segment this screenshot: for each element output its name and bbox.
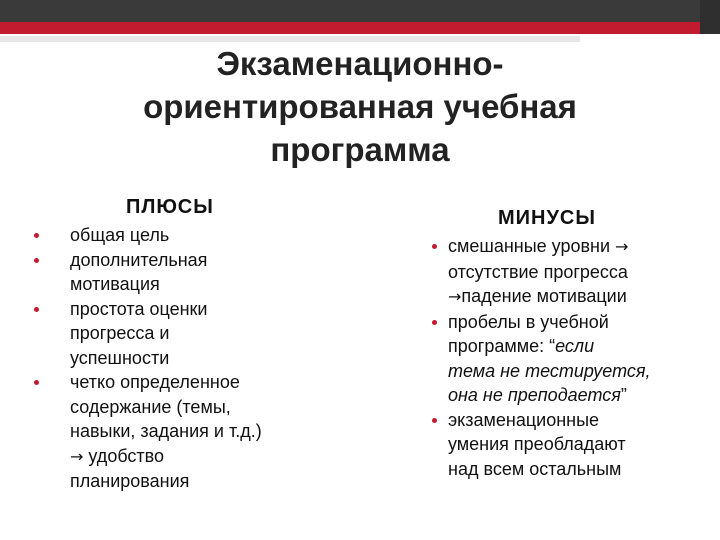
cons-item-quote-text: тема не тестируется, <box>448 360 651 381</box>
cons-item <box>432 408 687 482</box>
pros-item-text: четко определенное <box>70 372 240 392</box>
pros-item-text: навыки, задания и т.д.) <box>70 421 262 441</box>
top-dark-corner <box>700 0 720 34</box>
pros-item-text: прогресса и <box>70 323 170 343</box>
cons-item-text: умения преобладают <box>448 434 626 454</box>
cons-item-text-with-arrow <box>448 284 687 310</box>
pros-heading: ПЛЮСЫ <box>126 196 214 218</box>
cons-item-quote-text: она не преподается <box>448 385 621 405</box>
cons-item-quote-text: если <box>555 336 595 356</box>
pros-item-text: дополнительная <box>70 249 208 270</box>
pros-item-text: успешности <box>70 347 170 368</box>
cons-heading: МИНУСЫ <box>498 207 596 229</box>
pros-item-text: планирования <box>70 471 190 491</box>
cons-item-text-with-arrow <box>448 234 687 260</box>
top-dark-bar <box>0 0 720 22</box>
slide-title <box>80 42 640 171</box>
bullet-icon <box>432 320 437 325</box>
cons-item <box>432 310 687 408</box>
bullet-icon <box>34 380 39 385</box>
pros-item <box>34 370 294 494</box>
cons-item-text-with-quote <box>448 334 687 359</box>
pros-item-text: общая цель <box>70 225 170 245</box>
title-line: ориентированная учебная <box>143 88 577 125</box>
bullet-icon <box>432 244 437 249</box>
pros-item <box>34 248 294 297</box>
pros-item <box>34 297 294 371</box>
pros-item-text-with-arrow <box>70 444 294 470</box>
pros-item-text: простота оценки <box>70 298 208 319</box>
pros-list <box>34 223 294 494</box>
cons-item-text: смешанные уровни <box>448 236 616 256</box>
cons-item <box>432 234 687 310</box>
bullet-icon <box>34 307 39 312</box>
arrow-right-icon: → <box>448 287 462 306</box>
pros-item-text: удобство <box>83 445 165 466</box>
cons-list <box>432 234 687 481</box>
arrow-right-icon: → <box>615 237 629 256</box>
bullet-icon <box>34 233 39 238</box>
cons-item-text: падение мотивации <box>461 286 627 306</box>
pros-item-text: мотивация <box>70 274 160 294</box>
cons-item-text: пробелы в учебной <box>448 311 609 332</box>
bullet-icon <box>432 418 437 423</box>
title-line: Экзаменационно- <box>216 45 504 82</box>
arrow-right-icon: → <box>70 446 84 466</box>
top-decoration <box>0 0 720 24</box>
cons-item-text: отсутствие прогресса <box>448 261 628 282</box>
cons-item-text-with-quote <box>448 383 687 408</box>
title-line: программа <box>270 131 450 168</box>
bullet-icon <box>34 258 39 263</box>
cons-item-text: ” <box>620 385 627 405</box>
pros-item <box>34 223 294 248</box>
cons-item-text: над всем остальным <box>448 458 622 479</box>
top-red-strip <box>0 22 700 34</box>
cons-item-text: программе: “ <box>448 336 556 356</box>
pros-item-text: содержание (темы, <box>70 396 231 417</box>
cons-item-text: экзаменационные <box>448 409 600 430</box>
